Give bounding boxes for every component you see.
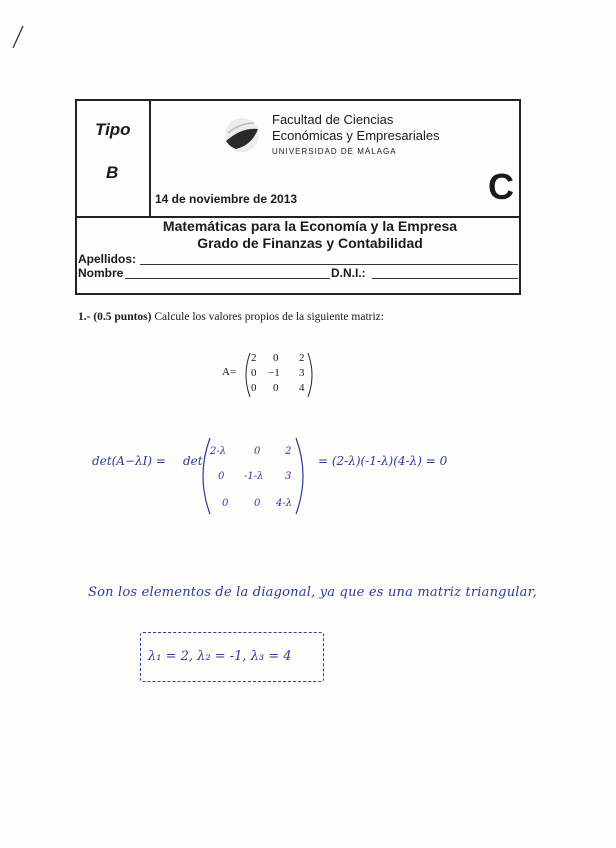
det-r0c2: 2 (285, 446, 292, 457)
faculty-line2: Económicas y Empresariales (272, 128, 440, 143)
nombre-label: Nombre (78, 266, 124, 280)
hand-det-lhs: det(A−λI) = (92, 454, 166, 468)
hand-det-word: det (183, 454, 203, 468)
det-r1c2: 3 (285, 471, 292, 482)
course-line1: Matemáticas para la Economía y la Empresa (162, 218, 458, 234)
tipo-value: B (106, 163, 119, 182)
apellidos-label: Apellidos: (78, 252, 137, 266)
exam-date: 14 de noviembre de 2013 (155, 192, 298, 206)
apellidos-line (140, 264, 518, 265)
det-r2c2: 4-λ (276, 498, 293, 509)
det-r2c1: 0 (254, 498, 261, 509)
course-title (150, 218, 470, 252)
faculty-name (272, 112, 440, 144)
det-r2c0: 0 (222, 498, 229, 509)
hand-det-rhs: = (2-λ)(-1-λ)(4-λ) = 0 (318, 454, 448, 468)
tipo-column (75, 99, 151, 217)
a-r0c2: 2 (299, 352, 305, 364)
matrix-a (210, 350, 330, 400)
pen-stroke-mark (8, 24, 28, 50)
a-r2c1: 0 (273, 382, 279, 394)
question-number: 1.- (0.5 puntos) (78, 311, 152, 323)
university-name: UNIVERSIDAD DE MÁLAGA (272, 147, 397, 156)
a-r0c0: 2 (251, 352, 257, 364)
hand-explanation: Son los elementos de la diagonal, ya que es una matriz triangular, (88, 585, 537, 600)
hand-answer: λ₁ = 2, λ₂ = -1, λ₃ = 4 (148, 649, 292, 664)
course-line2: Grado de Finanzas y Contabilidad (197, 235, 423, 251)
dni-label: D.N.I.: (331, 266, 366, 280)
nombre-line (125, 278, 330, 279)
tipo-label: Tipo (95, 120, 131, 139)
dni-line (372, 278, 518, 279)
a-r1c1: −1 (268, 367, 280, 379)
faculty-line1: Facultad de Ciencias (272, 112, 394, 127)
det-r0c0: 2-λ (210, 446, 227, 457)
det-r1c1: -1-λ (244, 471, 264, 482)
a-r2c0: 0 (251, 382, 257, 394)
a-r0c1: 0 (273, 352, 279, 364)
a-r1c0: 0 (251, 367, 257, 379)
question-1 (78, 311, 384, 323)
question-text: Calcule los valores propios de la siguiente matriz: (154, 311, 384, 323)
matrix-label: A= (222, 366, 237, 378)
exam-code: C (488, 166, 514, 207)
det-r0c1: 0 (254, 446, 261, 457)
university-logo (222, 115, 262, 155)
a-r1c2: 3 (299, 367, 305, 379)
det-r1c0: 0 (218, 471, 225, 482)
a-r2c2: 4 (299, 382, 305, 394)
